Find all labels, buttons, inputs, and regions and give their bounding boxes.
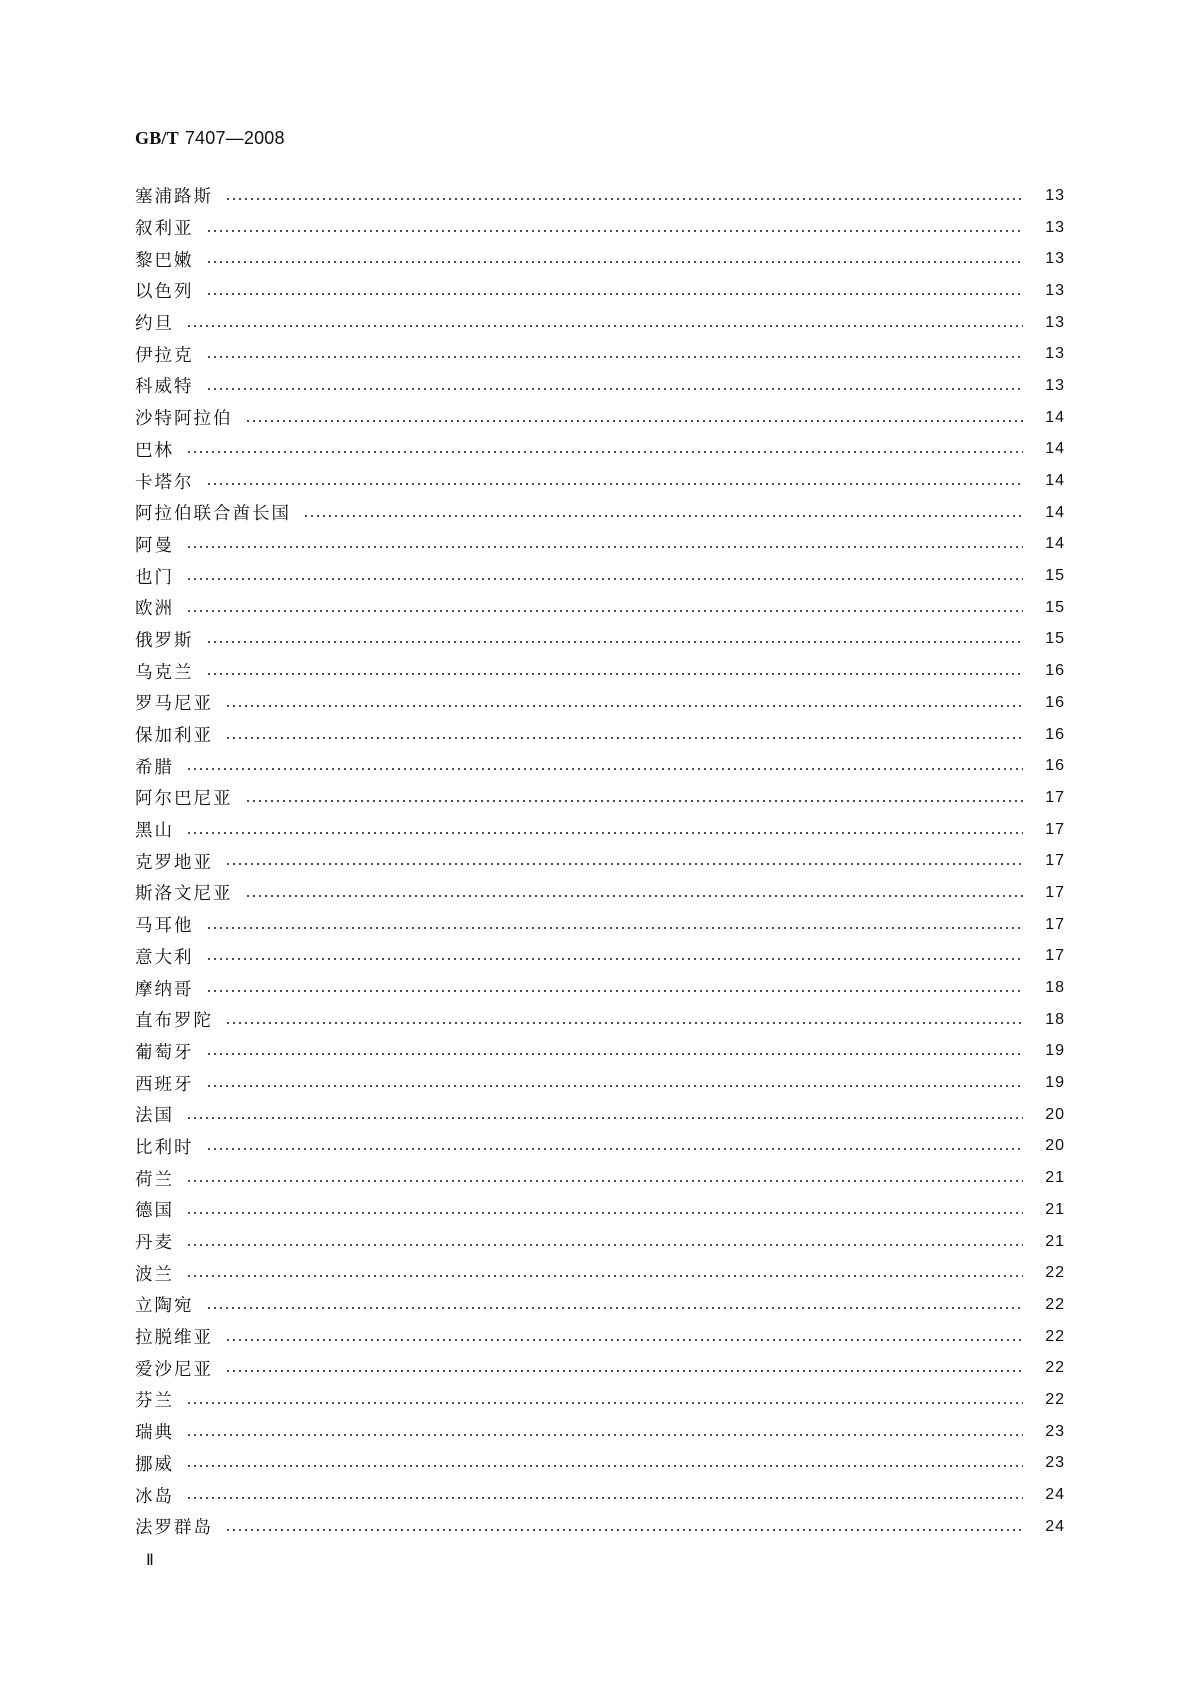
toc-entry-page: 24 [1045, 1486, 1065, 1504]
toc-entry-page: 24 [1045, 1517, 1065, 1535]
toc-entry[interactable] [135, 972, 1065, 1004]
dot-leader [303, 515, 1023, 517]
toc-entry-title: 意大利 [135, 947, 194, 968]
toc-entry-title: 比利时 [135, 1137, 194, 1158]
dot-leader [206, 1148, 1024, 1150]
toc-entry-page: 17 [1045, 915, 1065, 933]
toc-entry[interactable] [135, 941, 1065, 973]
toc-entry[interactable] [135, 560, 1065, 592]
toc-entry[interactable] [135, 402, 1065, 434]
toc-entry-page: 18 [1045, 979, 1065, 997]
toc-entry[interactable] [135, 1162, 1065, 1194]
toc-entry[interactable] [135, 845, 1065, 877]
toc-entry-title: 叙利亚 [135, 219, 194, 240]
dot-leader [206, 1085, 1024, 1087]
toc-entry-page: 14 [1045, 408, 1065, 426]
toc-entry-title: 瑞典 [135, 1423, 174, 1444]
toc-entry-page: 13 [1045, 376, 1065, 394]
toc-entry-title: 保加利亚 [135, 726, 213, 747]
dot-leader [225, 1022, 1023, 1024]
toc-entry-page: 18 [1045, 1010, 1065, 1028]
toc-entry-title: 拉脱维亚 [135, 1328, 213, 1349]
dot-leader [186, 578, 1023, 580]
toc-entry-title: 丹麦 [135, 1233, 174, 1254]
toc-entry[interactable] [135, 1416, 1065, 1448]
toc-entry[interactable] [135, 1479, 1065, 1511]
toc-entry-title: 也门 [135, 567, 174, 588]
toc-entry-title: 罗马尼亚 [135, 694, 213, 715]
dot-leader [186, 1117, 1023, 1119]
toc-entry-title: 卡塔尔 [135, 472, 194, 493]
toc-entry[interactable] [135, 1067, 1065, 1099]
toc-entry-page: 19 [1045, 1042, 1065, 1060]
toc-entry-page: 22 [1045, 1390, 1065, 1408]
toc-entry-title: 乌克兰 [135, 662, 194, 683]
dot-leader [245, 420, 1024, 422]
standard-code: GB/T [135, 128, 179, 148]
dot-leader [206, 927, 1024, 929]
dot-leader [206, 483, 1024, 485]
toc-entry[interactable] [135, 465, 1065, 497]
toc-entry[interactable] [135, 1004, 1065, 1036]
dot-leader [206, 1307, 1024, 1309]
toc-entry[interactable] [135, 1194, 1065, 1226]
toc-entry[interactable] [135, 909, 1065, 941]
toc-entry[interactable] [135, 1036, 1065, 1068]
toc-entry-title: 黎巴嫩 [135, 250, 194, 271]
page-number: Ⅱ [146, 1552, 154, 1569]
toc-entry[interactable] [135, 243, 1065, 275]
toc-entry-page: 17 [1045, 820, 1065, 838]
toc-entry-title: 阿曼 [135, 535, 174, 556]
dot-leader [206, 356, 1024, 358]
toc-entry-page: 21 [1045, 1169, 1065, 1187]
toc-entry[interactable] [135, 655, 1065, 687]
toc-entry-page: 21 [1045, 1200, 1065, 1218]
dot-leader [225, 863, 1023, 865]
toc-entry-title: 西班牙 [135, 1074, 194, 1095]
toc-entry-title: 德国 [135, 1201, 174, 1222]
dot-leader [186, 1402, 1023, 1404]
toc-entry-page: 16 [1045, 757, 1065, 775]
dot-leader [186, 1212, 1023, 1214]
dot-leader [186, 610, 1023, 612]
toc-entry-title: 阿拉伯联合酋长国 [135, 504, 291, 525]
toc-entry-title: 塞浦路斯 [135, 187, 213, 208]
dot-leader [186, 1180, 1023, 1182]
toc-entry-page: 15 [1045, 567, 1065, 585]
toc-entry-page: 22 [1045, 1327, 1065, 1345]
toc-entry-page: 22 [1045, 1359, 1065, 1377]
toc-entry-page: 21 [1045, 1232, 1065, 1250]
toc-entry-page: 17 [1045, 947, 1065, 965]
dot-leader [206, 230, 1024, 232]
toc-entry-page: 22 [1045, 1295, 1065, 1313]
dot-leader [225, 198, 1023, 200]
dot-leader [186, 832, 1023, 834]
dot-leader [225, 1529, 1023, 1531]
toc-entry-title: 欧洲 [135, 599, 174, 620]
dot-leader [225, 737, 1023, 739]
toc-entry[interactable] [135, 592, 1065, 624]
toc-entry[interactable] [135, 782, 1065, 814]
dot-leader [186, 768, 1023, 770]
dot-leader [186, 1465, 1023, 1467]
toc-entry[interactable] [135, 434, 1065, 466]
toc-entry-page: 13 [1045, 250, 1065, 268]
toc-entry-title: 黑山 [135, 821, 174, 842]
toc-entry-title: 科威特 [135, 377, 194, 398]
toc-entry-page: 17 [1045, 883, 1065, 901]
toc-entry[interactable] [135, 1352, 1065, 1384]
toc-entry[interactable] [135, 1384, 1065, 1416]
toc-entry[interactable] [135, 529, 1065, 561]
dot-leader [225, 1370, 1023, 1372]
dot-leader [186, 1244, 1023, 1246]
toc-entry[interactable] [135, 212, 1065, 244]
toc-entry-title: 立陶宛 [135, 1296, 194, 1317]
toc-entry-title: 法罗群岛 [135, 1518, 213, 1539]
toc-entry-page: 13 [1045, 186, 1065, 204]
dot-leader [206, 641, 1024, 643]
toc-entry[interactable] [135, 338, 1065, 370]
toc-entry-page: 16 [1045, 693, 1065, 711]
toc-entry[interactable] [135, 370, 1065, 402]
toc-entry[interactable] [135, 719, 1065, 751]
toc-entry-page: 20 [1045, 1105, 1065, 1123]
toc-entry-title: 约旦 [135, 314, 174, 335]
toc-entry-title: 法国 [135, 1106, 174, 1127]
toc-entry[interactable] [135, 497, 1065, 529]
toc-entry-page: 13 [1045, 313, 1065, 331]
toc-entry[interactable] [135, 1448, 1065, 1480]
toc-entry[interactable] [135, 1289, 1065, 1321]
dot-leader [186, 1434, 1023, 1436]
toc-entry[interactable] [135, 1321, 1065, 1353]
dot-leader [206, 958, 1024, 960]
toc-entry-title: 马耳他 [135, 916, 194, 937]
toc-entry-page: 17 [1045, 788, 1065, 806]
toc-entry-page: 23 [1045, 1422, 1065, 1440]
toc-entry-title: 克罗地亚 [135, 852, 213, 873]
toc-entry-title: 摩纳哥 [135, 979, 194, 1000]
dot-leader [206, 293, 1024, 295]
toc-entry[interactable] [135, 275, 1065, 307]
toc-entry[interactable] [135, 1099, 1065, 1131]
dot-leader [186, 451, 1023, 453]
toc-entry-page: 20 [1045, 1137, 1065, 1155]
toc-entry-page: 14 [1045, 535, 1065, 553]
toc-entry-title: 葡萄牙 [135, 1042, 194, 1063]
dot-leader [186, 1275, 1023, 1277]
toc-entry-page: 17 [1045, 852, 1065, 870]
toc-entry[interactable] [135, 180, 1065, 212]
dot-leader [186, 546, 1023, 548]
dot-leader [206, 261, 1024, 263]
standard-number: 7407—2008 [184, 128, 285, 148]
dot-leader [245, 800, 1024, 802]
toc-entry-title: 挪威 [135, 1454, 174, 1475]
toc-entry-title: 阿尔巴尼亚 [135, 789, 233, 810]
toc-entry[interactable] [135, 307, 1065, 339]
toc-entry-page: 14 [1045, 472, 1065, 490]
toc-entry-title: 伊拉克 [135, 345, 194, 366]
toc-entry-title: 斯洛文尼亚 [135, 884, 233, 905]
toc-entry-page: 15 [1045, 630, 1065, 648]
toc-entry[interactable] [135, 687, 1065, 719]
toc-entry-page: 15 [1045, 598, 1065, 616]
toc-entry-page: 22 [1045, 1264, 1065, 1282]
dot-leader [245, 895, 1024, 897]
toc-entry[interactable] [135, 1511, 1065, 1543]
toc-entry-title: 直布罗陀 [135, 1011, 213, 1032]
toc-entry-page: 19 [1045, 1074, 1065, 1092]
dot-leader [206, 673, 1024, 675]
toc-entry-page: 13 [1045, 281, 1065, 299]
toc-entry[interactable] [135, 1226, 1065, 1258]
toc-entry-page: 14 [1045, 440, 1065, 458]
dot-leader [186, 1497, 1023, 1499]
toc-entry[interactable] [135, 1131, 1065, 1163]
toc-entry-title: 希腊 [135, 757, 174, 778]
toc-entry-page: 16 [1045, 662, 1065, 680]
toc-entry-page: 16 [1045, 725, 1065, 743]
dot-leader [206, 1053, 1024, 1055]
toc-entry-title: 芬兰 [135, 1391, 174, 1412]
toc-entry-title: 俄罗斯 [135, 630, 194, 651]
toc-entry[interactable] [135, 750, 1065, 782]
toc-entry-title: 以色列 [135, 282, 194, 303]
toc-entry-title: 波兰 [135, 1264, 174, 1285]
toc-entry[interactable] [135, 1257, 1065, 1289]
toc-entry-title: 沙特阿拉伯 [135, 409, 233, 430]
toc-entry[interactable] [135, 814, 1065, 846]
dot-leader [206, 388, 1024, 390]
toc-entry[interactable] [135, 624, 1065, 656]
toc-entry-page: 23 [1045, 1454, 1065, 1472]
dot-leader [225, 1339, 1023, 1341]
toc-entry-title: 巴林 [135, 440, 174, 461]
dot-leader [186, 325, 1023, 327]
toc-entry-page: 14 [1045, 503, 1065, 521]
dot-leader [225, 705, 1023, 707]
dot-leader [206, 990, 1024, 992]
toc-entry-page: 13 [1045, 345, 1065, 363]
document-header [135, 128, 285, 149]
toc-entry-title: 荷兰 [135, 1169, 174, 1190]
toc-entry-page: 13 [1045, 218, 1065, 236]
toc-entry[interactable] [135, 877, 1065, 909]
toc-entry-title: 爱沙尼亚 [135, 1359, 213, 1380]
toc-entry-title: 冰岛 [135, 1486, 174, 1507]
table-of-contents [135, 180, 1065, 1543]
